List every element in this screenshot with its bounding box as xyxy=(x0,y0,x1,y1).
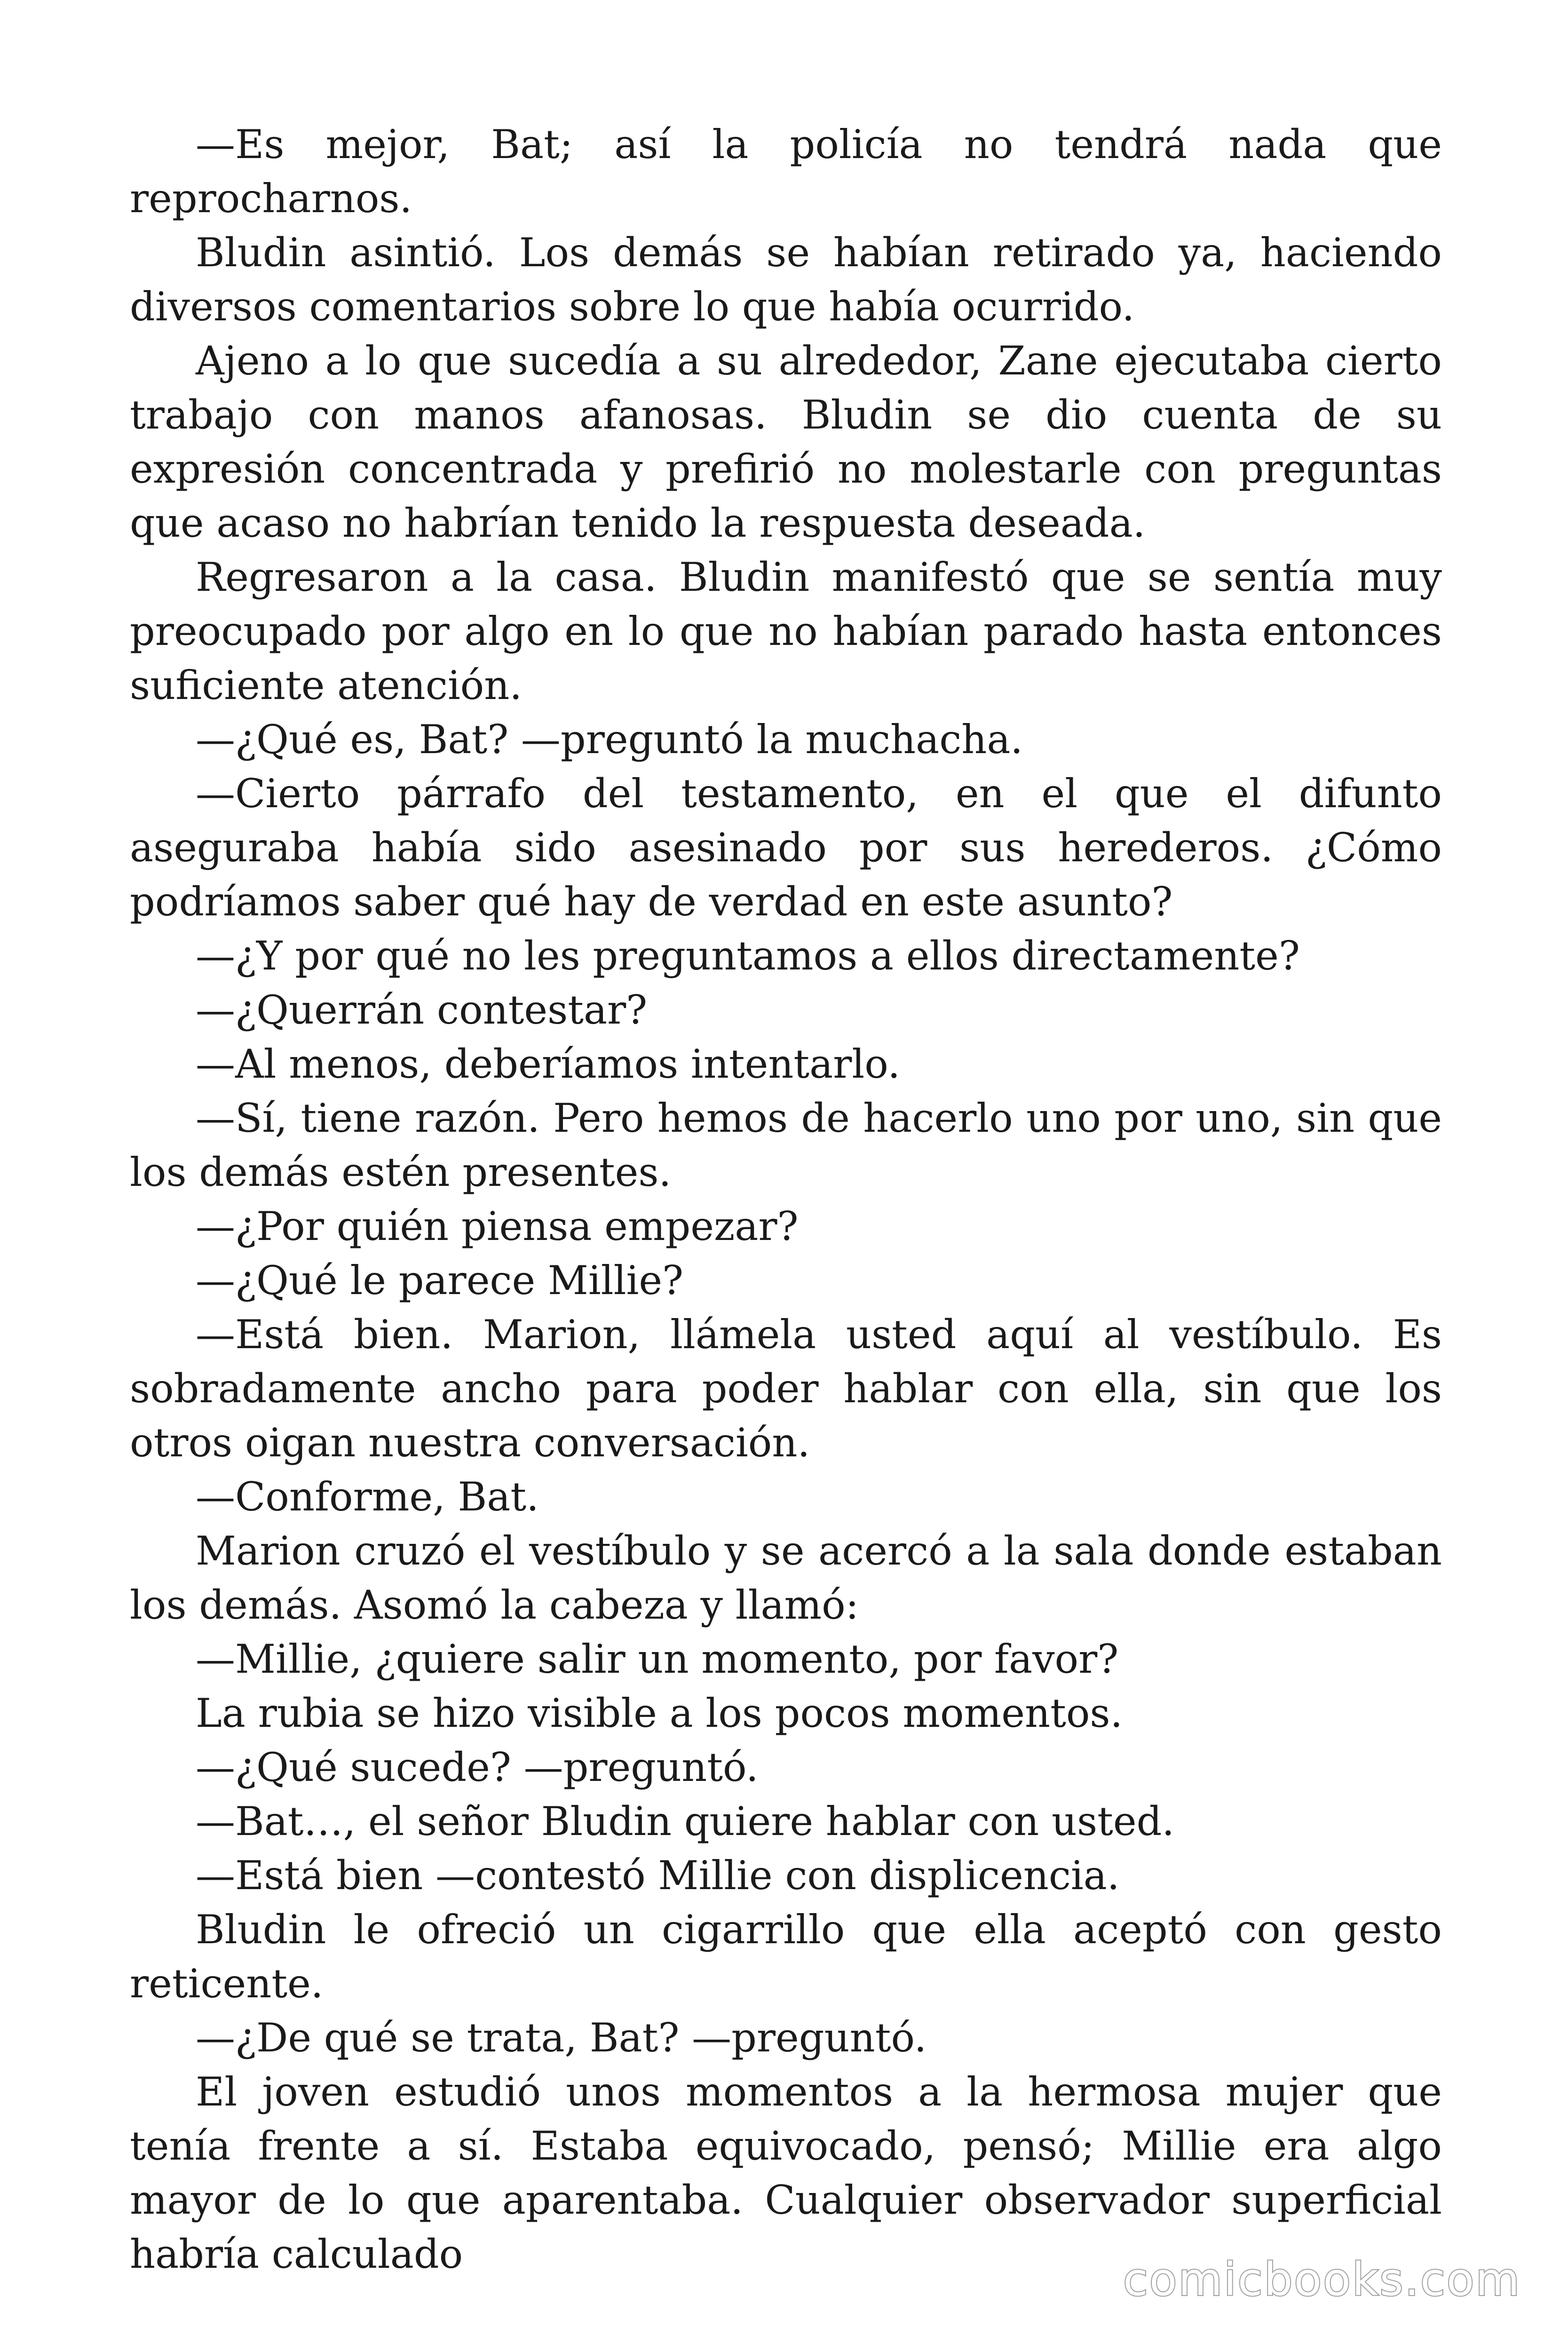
paragraph: —¿Qué es, Bat? —preguntó la muchacha. xyxy=(196,716,1023,763)
paragraph: —Es mejor, Bat; así la policía no tendrá nada que reprocharnos. xyxy=(130,121,1442,222)
paragraph: —Sí, tiene razón. Pero hemos de hacerlo uno por uno, sin que los demás estén presentes. xyxy=(130,1095,1442,1195)
paragraph: —Está bien. Marion, llámela usted aquí al vestíbulo. Es sobradamente ancho para poder hablar con ella, sin que los otros oigan nuestra conversación. xyxy=(130,1311,1442,1466)
paragraph: —Bat…, el señor Bludin quiere hablar con usted. xyxy=(196,1798,1175,1844)
paragraph: Ajeno a lo que sucedía a su alrededor, Zane ejecutaba cierto trabajo con manos afanosas. Bludin se dio cuenta de su expresión concentrada y prefirió no molestarle con preguntas que acaso no habrían tenido la respuesta deseada. xyxy=(130,338,1442,546)
page-text xyxy=(130,118,1442,2281)
paragraph: Bludin le ofreció un cigarrillo que ella aceptó con gesto reticente. xyxy=(130,1907,1442,2007)
paragraph: —¿Qué sucede? —preguntó. xyxy=(196,1744,759,1790)
watermark: comicbooks.com xyxy=(1123,2253,1521,2306)
paragraph: El joven estudió unos momentos a la hermosa mujer que tenía frente a sí. Estaba equivocado, pensó; Millie era algo mayor de lo que aparentaba. Cualquier observador superficial habría calculado xyxy=(130,2069,1442,2277)
paragraph: —¿Qué le parece Millie? xyxy=(196,1257,684,1303)
paragraph: —Al menos, deberíamos intentarlo. xyxy=(196,1041,901,1087)
paragraph: —Conforme, Bat. xyxy=(196,1474,539,1520)
paragraph: —¿Y por qué no les preguntamos a ellos directamente? xyxy=(196,933,1300,979)
paragraph: —Millie, ¿quiere salir un momento, por favor? xyxy=(196,1636,1119,1682)
paragraph: —¿Por quién piensa empezar? xyxy=(196,1203,799,1249)
paragraph: La rubia se hizo visible a los pocos momentos. xyxy=(196,1690,1123,1736)
paragraph: Marion cruzó el vestíbulo y se acercó a la sala donde estaban los demás. Asomó la cabeza y llamó: xyxy=(130,1528,1442,1628)
paragraph: —¿Querrán contestar? xyxy=(196,987,648,1033)
paragraph: —¿De qué se trata, Bat? —preguntó. xyxy=(196,2015,927,2061)
paragraph: Regresaron a la casa. Bludin manifestó que se sentía muy preocupado por algo en lo que no habían parado hasta entonces suficiente atención. xyxy=(130,554,1442,708)
paragraph: Bludin asintió. Los demás se habían retirado ya, haciendo diversos comentarios sobre lo que había ocurrido. xyxy=(130,230,1442,330)
paragraph: —Cierto párrafo del testamento, en el que el difunto aseguraba había sido asesinado por sus herederos. ¿Cómo podríamos saber qué hay de verdad en este asunto? xyxy=(130,771,1442,925)
paragraph: —Está bien —contestó Millie con displicencia. xyxy=(196,1852,1120,1899)
